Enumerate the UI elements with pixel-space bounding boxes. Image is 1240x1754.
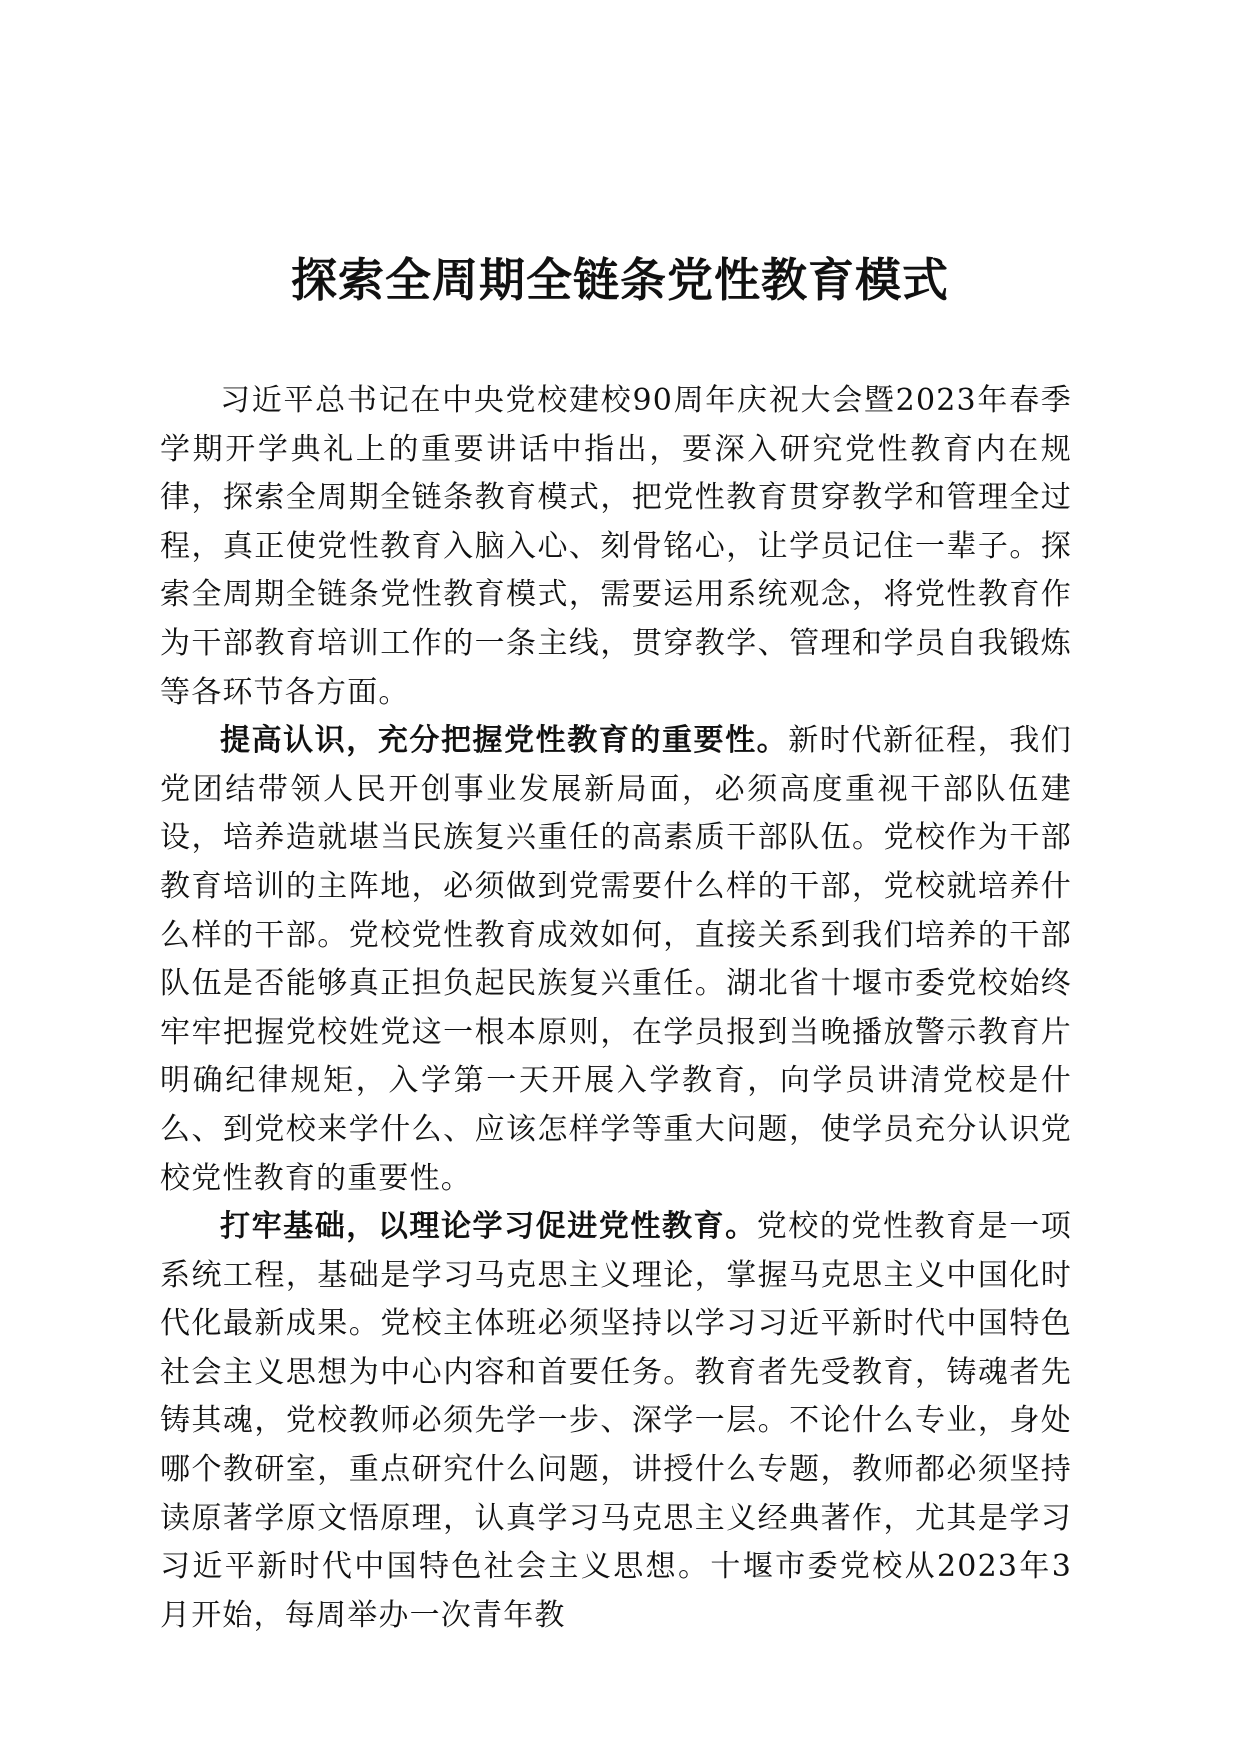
paragraph-text: 习近平总书记在中央党校建校90周年庆祝大会暨2023年春季学期开学典礼上的重要讲话中指出，要深入研究党性教育内在规律，探索全周期全链条教育模式，把党性教育贯穿教学和管理全过程，真正使党性教育入脑入心、刻骨铭心，让学员记住一辈子。探索全周期全链条党性教育模式，需要运用系统观念，将党性教育作为干部教育培训工作的一条主线，贯穿教学、管理和学员自我锻炼等各环节各方面。 [160, 383, 1072, 710]
paragraph-intro [160, 377, 1072, 717]
document-body [160, 377, 1072, 1640]
paragraph-recognition [160, 717, 1072, 1203]
document-title: 探索全周期全链条党性教育模式 [291, 253, 949, 307]
paragraph-text: 党校的党性教育是一项系统工程，基础是学习马克思主义理论，掌握马克思主义中国化时代化最新成果。党校主体班必须坚持以学习习近平新时代中国特色社会主义思想为中心内容和首要任务。教育者先受教育，铸魂者先铸其魂，党校教师必须先学一步、深学一层。不论什么专业，身处哪个教研室，重点研究什么问题，讲授什么专题，教师都必须坚持读原著学原文悟原理，认真学习马克思主义经典著作，尤其是学习习近平新时代中国特色社会主义思想。十堰市委党校从2023年3月开始，每周举办一次青年教 [160, 1209, 1073, 1633]
paragraph-lead: 提高认识，充分把握党性教育的重要性。 [220, 723, 789, 759]
paragraph-foundation [160, 1203, 1072, 1640]
paragraph-text: 新时代新征程，我们党团结带领人民开创事业发展新局面，必须高度重视干部队伍建设，培养造就堪当民族复兴重任的高素质干部队伍。党校作为干部教育培训的主阵地，必须做到党需要什么样的干部，党校就培养什么样的干部。党校党性教育成效如何，直接关系到我们培养的干部队伍是否能够真正担负起民族复兴重任。湖北省十堰市委党校始终牢牢把握党校姓党这一根本原则，在学员报到当晚播放警示教育片明确纪律规矩，入学第一天开展入学教育，向学员讲清党校是什么、到党校来学什么、应该怎样学等重大问题，使学员充分认识党校党性教育的重要性。 [160, 723, 1072, 1196]
paragraph-lead: 打牢基础，以理论学习促进党性教育。 [220, 1209, 757, 1245]
